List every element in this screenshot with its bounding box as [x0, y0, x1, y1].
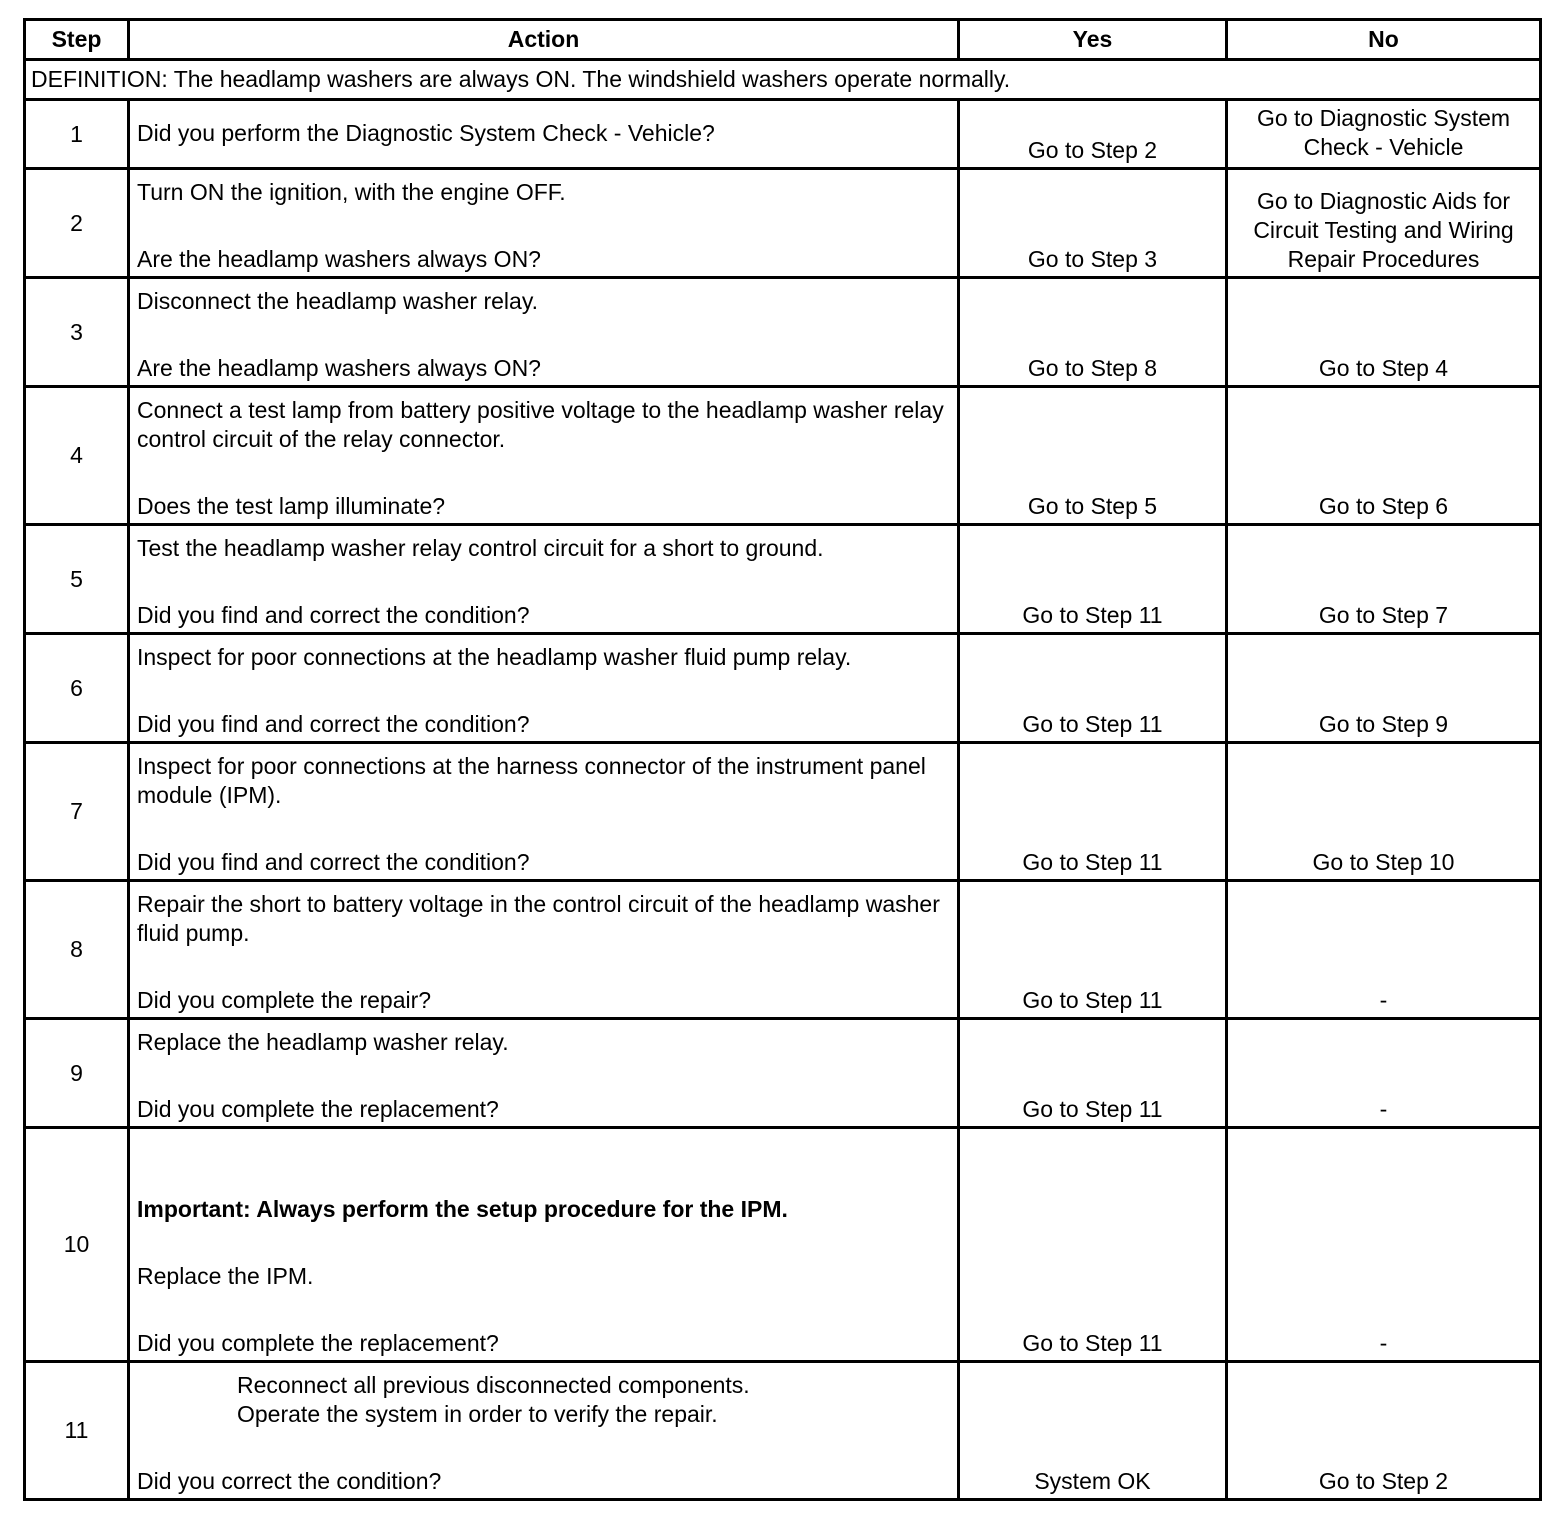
action-instruction: Inspect for poor connections at the headlamp washer fluid pump relay.: [137, 644, 852, 670]
table-row: [25, 387, 1541, 525]
action-instruction: Replace the headlamp washer relay.: [137, 1029, 509, 1055]
action-cell: [129, 525, 959, 634]
action-question: Did you find and correct the condition?: [137, 849, 530, 875]
no-line: Circuit Testing and Wiring: [1253, 217, 1514, 243]
action-instruction: Inspect for poor connections at the harness connector of the instrument panel module (IPM).: [137, 753, 926, 808]
yes-cell: Go to Step 11: [959, 1019, 1227, 1128]
table-row: [25, 1128, 1541, 1362]
yes-cell: Go to Step 11: [959, 743, 1227, 881]
no-cell: Go to Step 6: [1227, 387, 1541, 525]
step-number: 11: [25, 1362, 129, 1500]
action-question: Are the headlamp washers always ON?: [137, 355, 541, 381]
header-no: No: [1227, 20, 1541, 60]
action-question: Does the test lamp illuminate?: [137, 493, 446, 519]
action-instruction: Connect a test lamp from battery positive voltage to the headlamp washer relay control circuit of the relay connector.: [137, 397, 944, 452]
table-row: [25, 169, 1541, 278]
action-cell: [129, 387, 959, 525]
no-cell: [1227, 169, 1541, 278]
no-line: Go to Diagnostic System: [1256, 105, 1511, 131]
no-cell: Go to Step 4: [1227, 278, 1541, 387]
action-cell: [129, 278, 959, 387]
yes-cell: Go to Step 2: [959, 100, 1227, 169]
action-bullet: Reconnect all previous disconnected components.: [237, 1372, 750, 1398]
no-cell: -: [1227, 1128, 1541, 1362]
action-cell: [129, 881, 959, 1019]
yes-cell: Go to Step 11: [959, 1128, 1227, 1362]
no-cell: -: [1227, 881, 1541, 1019]
table-row: [25, 881, 1541, 1019]
header-yes: Yes: [959, 20, 1227, 60]
action-instruction: Turn ON the ignition, with the engine OFF.: [137, 179, 566, 205]
action-instruction: Replace the IPM.: [137, 1263, 314, 1289]
action-bullet: Operate the system in order to verify the repair.: [237, 1401, 718, 1427]
table-row: [25, 1019, 1541, 1128]
action-question: Did you complete the repair?: [137, 987, 432, 1013]
action-cell: [129, 1362, 959, 1500]
step-number: 4: [25, 387, 129, 525]
step-number: 9: [25, 1019, 129, 1128]
yes-cell: Go to Step 11: [959, 525, 1227, 634]
step-number: 6: [25, 634, 129, 743]
action-cell: [129, 743, 959, 881]
no-cell: -: [1227, 1019, 1541, 1128]
no-line: Check - Vehicle: [1303, 134, 1464, 160]
yes-cell: Go to Step 3: [959, 169, 1227, 278]
header-action: Action: [129, 20, 959, 60]
step-number: 10: [25, 1128, 129, 1362]
action-question: Did you correct the condition?: [137, 1468, 442, 1494]
no-cell: [1227, 100, 1541, 169]
table-row: [25, 525, 1541, 634]
yes-cell: Go to Step 8: [959, 278, 1227, 387]
step-number: 3: [25, 278, 129, 387]
action-question: Did you complete the replacement?: [137, 1330, 499, 1356]
yes-cell: Go to Step 11: [959, 881, 1227, 1019]
header-row: [25, 20, 1541, 60]
no-cell: Go to Step 9: [1227, 634, 1541, 743]
yes-cell: System OK: [959, 1362, 1227, 1500]
definition-text: DEFINITION: The headlamp washers are always ON. The windshield washers operate normally.: [25, 60, 1541, 100]
action-instruction: Test the headlamp washer relay control circuit for a short to ground.: [137, 535, 824, 561]
no-line: Repair Procedures: [1287, 246, 1480, 272]
important-note: Important: Always perform the setup procedure for the IPM.: [137, 1196, 788, 1222]
step-number: 8: [25, 881, 129, 1019]
table-row: [25, 278, 1541, 387]
no-cell: Go to Step 2: [1227, 1362, 1541, 1500]
definition-row: [25, 60, 1541, 100]
yes-cell: Go to Step 11: [959, 634, 1227, 743]
action-question: Did you find and correct the condition?: [137, 602, 530, 628]
action-cell: [129, 634, 959, 743]
action-cell: [129, 100, 959, 169]
no-cell: Go to Step 7: [1227, 525, 1541, 634]
step-number: 2: [25, 169, 129, 278]
step-number: 7: [25, 743, 129, 881]
header-step: Step: [25, 20, 129, 60]
no-line: Go to Diagnostic Aids for: [1256, 188, 1511, 214]
action-question: Did you complete the replacement?: [137, 1096, 499, 1122]
yes-cell: Go to Step 5: [959, 387, 1227, 525]
table-row: [25, 743, 1541, 881]
table-row: [25, 634, 1541, 743]
no-cell: Go to Step 10: [1227, 743, 1541, 881]
action-question: Are the headlamp washers always ON?: [137, 246, 541, 272]
action-cell: [129, 1019, 959, 1128]
step-number: 1: [25, 100, 129, 169]
action-cell: [129, 169, 959, 278]
step-number: 5: [25, 525, 129, 634]
action-question: Did you find and correct the condition?: [137, 711, 530, 737]
diagnostic-table: [23, 18, 1542, 1501]
action-question: Did you perform the Diagnostic System Check - Vehicle?: [137, 119, 715, 146]
table-row: [25, 100, 1541, 169]
action-instruction: Disconnect the headlamp washer relay.: [137, 288, 539, 314]
table-row: [25, 1362, 1541, 1500]
action-instruction: Repair the short to battery voltage in the control circuit of the headlamp washer fluid pump.: [137, 891, 940, 946]
action-cell: [129, 1128, 959, 1362]
